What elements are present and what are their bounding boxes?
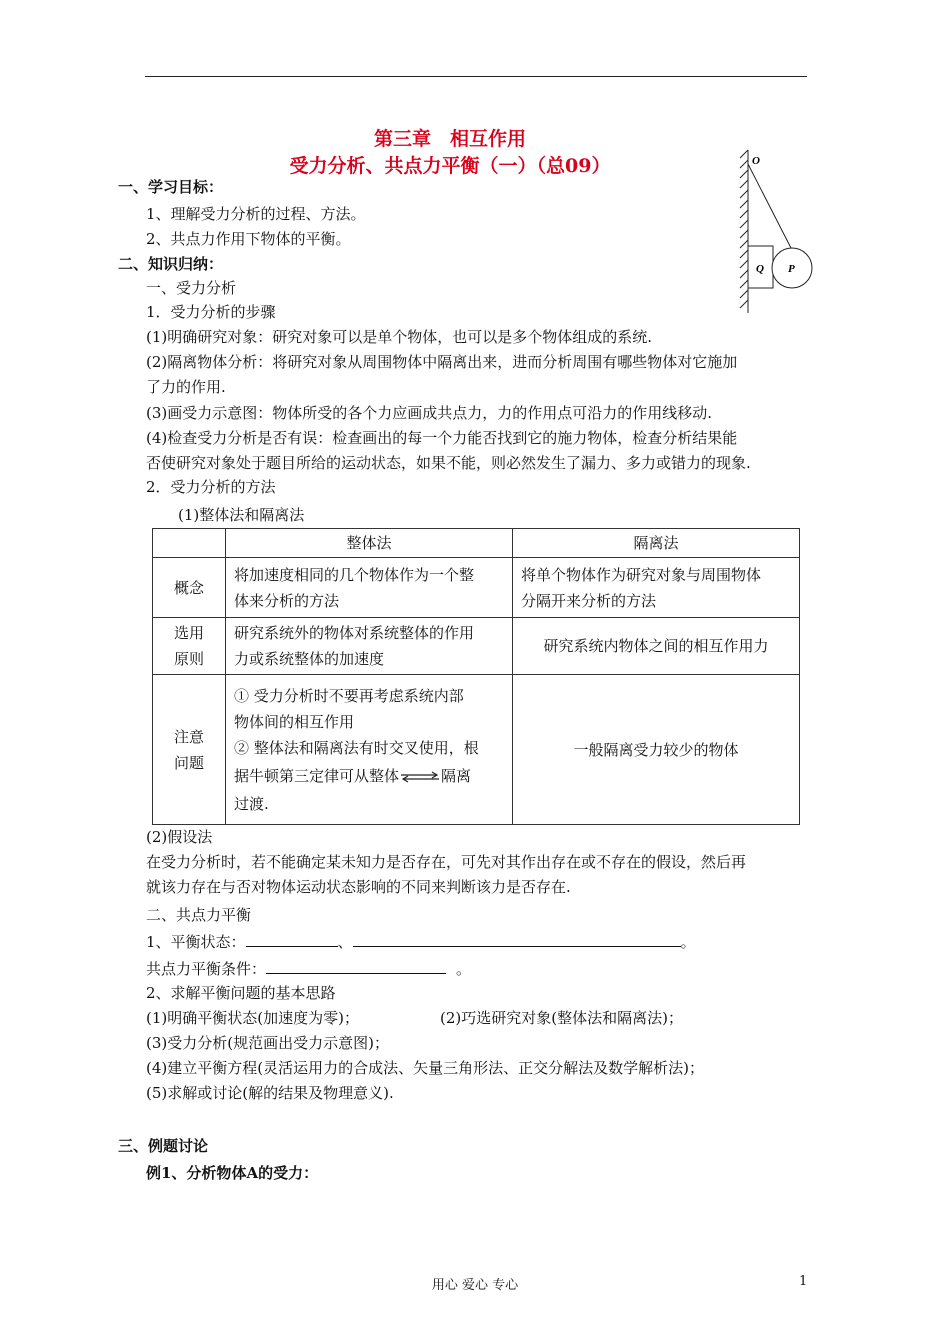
blank-field bbox=[353, 932, 681, 947]
table-cell: 将加速度相同的几个物体作为一个整 体来分析的方法 bbox=[226, 558, 513, 618]
idea-line: (5)求解或讨论(解的结果及物理意义). bbox=[146, 1084, 394, 1102]
blank-field bbox=[266, 959, 446, 974]
table-header-cell: 整体法 bbox=[226, 529, 513, 558]
table-cell: 研究系统外的物体对系统整体的作用 力或系统整体的加速度 bbox=[226, 618, 513, 675]
table-header-cell: 隔离法 bbox=[513, 529, 800, 558]
example1-title: 例1、分析物体A的受力： bbox=[146, 1164, 319, 1182]
method1-title: (1)整体法和隔离法 bbox=[178, 506, 305, 524]
section1-heading: 一、学习目标： bbox=[118, 178, 224, 196]
footer-slogan: 用心 爱心 专心 bbox=[431, 1278, 519, 1293]
balance-condition-line: 共点力平衡条件： 。 bbox=[146, 960, 472, 978]
label-q: Q bbox=[756, 263, 764, 275]
step-line: (2)隔离物体分析：将研究对象从周围物体中隔离出来，进而分析周围有哪些物体对它施加 bbox=[146, 353, 738, 371]
step-line: 了力的作用. bbox=[146, 378, 226, 396]
idea-line: (1)明确平衡状态(加速度为零)； bbox=[146, 1009, 359, 1027]
step-line: (3)画受力示意图：物体所受的各个力应画成共点力，力的作用点可沿力的作用线移动. bbox=[146, 404, 713, 422]
section2-heading: 二、知识归纳： bbox=[118, 255, 224, 273]
steps-title: 1．受力分析的步骤 bbox=[146, 303, 276, 321]
method2-text: 就该力存在与否对物体运动状态影响的不同来判断该力是否存在. bbox=[146, 878, 571, 896]
method-comparison-table bbox=[152, 528, 800, 825]
table-cell: 将单个物体作为研究对象与周围物体 分隔开来分析的方法 bbox=[513, 558, 800, 618]
table-row-label: 注意 问题 bbox=[153, 675, 226, 825]
method2-title: (2)假设法 bbox=[146, 828, 213, 846]
table-corner-cell bbox=[153, 529, 226, 558]
idea-line: (3)受力分析(规范画出受力示意图)； bbox=[146, 1034, 389, 1052]
table-row bbox=[153, 675, 800, 825]
subsection-force-analysis: 一、受力分析 bbox=[146, 279, 237, 297]
label-o: O bbox=[752, 155, 760, 167]
step-line: (1)明确研究对象：研究对象可以是单个物体，也可以是多个物体组成的系统. bbox=[146, 328, 653, 346]
table-row bbox=[153, 558, 800, 618]
methods-title: 2．受力分析的方法 bbox=[146, 478, 276, 496]
table-cell: 研究系统内物体之间的相互作用力 bbox=[513, 618, 800, 675]
table-row-label: 选用 原则 bbox=[153, 618, 226, 675]
lesson-title: 受力分析、共点力平衡（一）（总09） bbox=[289, 155, 611, 177]
idea-line: (4)建立平衡方程(灵活运用力的合成法、矢量三角形法、正交分解法及数学解析法)； bbox=[146, 1059, 704, 1077]
ideas-title: 2、求解平衡问题的基本思路 bbox=[146, 984, 336, 1002]
blank-field bbox=[246, 932, 338, 947]
table-row bbox=[153, 529, 800, 558]
page-number: 1 bbox=[799, 1274, 808, 1289]
wall-ball-block-figure bbox=[736, 148, 820, 318]
subsection-equilibrium: 二、共点力平衡 bbox=[146, 906, 252, 924]
step-line: 否使研究对象处于题目所给的运动状态，如果不能，则必然发生了漏力、多力或错力的现象. bbox=[146, 454, 751, 472]
table-cell: ① 受力分析时不要再考虑系统内部 物体间的相互作用 ② 整体法和隔离法有时交叉使用，根 据牛顿第三定律可从整体 隔离 过渡. bbox=[226, 675, 513, 825]
rope bbox=[748, 164, 792, 250]
idea-line: (2)巧选研究对象(整体法和隔离法)； bbox=[440, 1009, 683, 1027]
step-line: (4)检查受力分析是否有误：检查画出的每一个力能否找到它的施力物体，检查分析结果能 bbox=[146, 429, 738, 447]
section3-heading: 三、例题讨论 bbox=[118, 1137, 209, 1155]
balance-state-line: 1、平衡状态： 、 。 bbox=[146, 933, 696, 951]
goal-item: 1、理解受力分析的过程、方法。 bbox=[146, 205, 366, 223]
method2-text: 在受力分析时，若不能确定某未知力是否存在，可先对其作出存在或不存在的假设，然后再 bbox=[146, 853, 747, 871]
header-rule bbox=[145, 76, 807, 77]
wall-hatching bbox=[740, 150, 748, 313]
table-row-label: 概念 bbox=[153, 558, 226, 618]
table-cell: 一般隔离受力较少的物体 bbox=[513, 675, 800, 825]
chapter-title: 第三章 相互作用 bbox=[373, 128, 526, 150]
label-p: P bbox=[788, 263, 795, 275]
double-arrow-icon bbox=[399, 770, 441, 784]
goal-item: 2、共点力作用下物体的平衡。 bbox=[146, 230, 351, 248]
table-row bbox=[153, 618, 800, 675]
